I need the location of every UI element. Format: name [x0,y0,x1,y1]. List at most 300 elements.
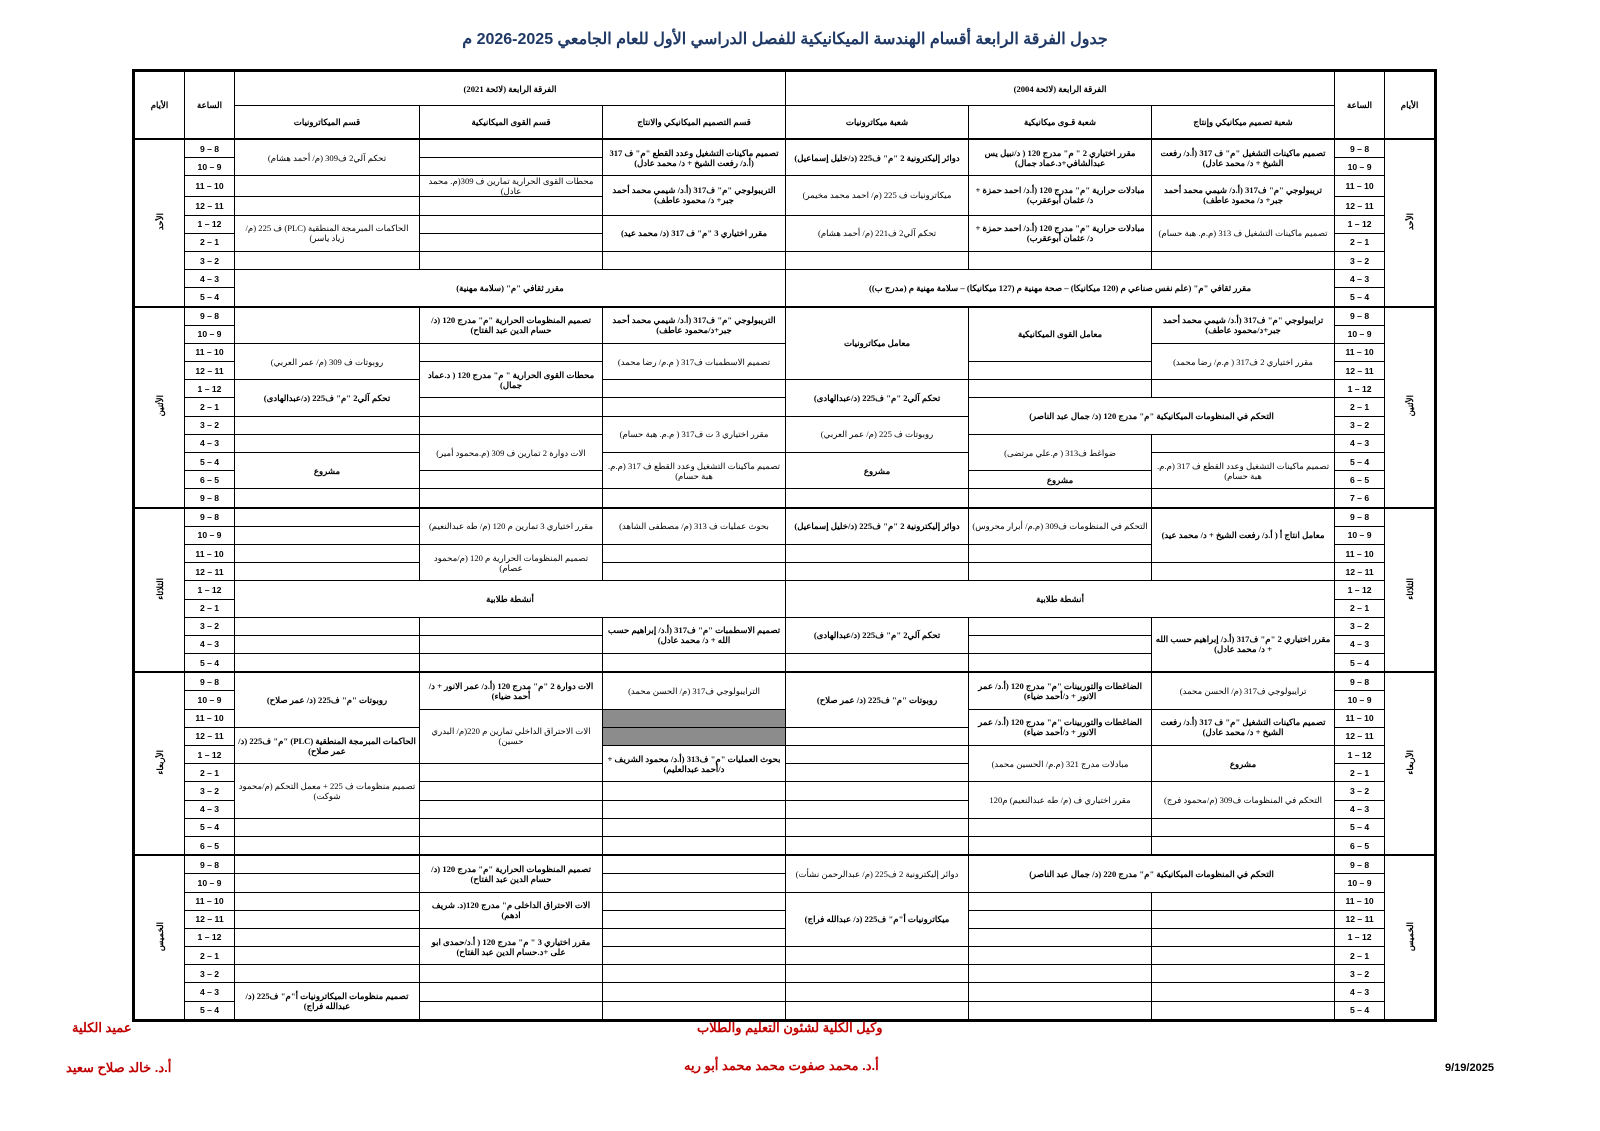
class-session: التريبولوجي "م" ف317 (أ.د/ شيمي محمد أحمد جبر+د/محمود عاطف) [603,307,786,344]
hour-slot-left: 12 – 1 [185,928,235,946]
hour-slot-right: 11 – 12 [1335,910,1385,928]
empty-slot [1152,892,1335,910]
empty-slot [1152,434,1335,452]
class-session: الات دوارة 2 تمارين ف 309 (م.محمود أمير) [420,434,603,470]
hour-slot-left: 3 – 4 [185,983,235,1001]
empty-slot [603,782,786,800]
hour-slot-left: 3 – 4 [185,434,235,452]
schedule-row [135,892,1435,910]
class-session: محطات القوى الحرارية تمارين ف 309(م. محمد عادل) [420,176,603,197]
hour-slot-right: 8 – 9 [1335,672,1385,691]
class-session: ميكاترونيات أ"م" ف225 (د/ عبدالله فراج) [786,892,969,947]
day-label-left [135,307,185,508]
empty-slot [969,892,1152,910]
class-session: تريبولوجي "م" ف317 (أ.د/ شيمي محمد أحمد جبر+ د/ محمود عاطف) [1152,176,1335,215]
empty-slot [1152,947,1335,965]
hour-slot-right: 2 – 3 [1335,782,1385,800]
class-session: الضاغطات والتوربينات "م" مدرج 120 (أ.د/ عمر الانور + د/أحمد ضياء) [969,709,1152,745]
hour-slot-left: 4 – 5 [185,288,235,307]
class-session: تصميم ماكينات التشغيل وعدد القطع ف 317 (م.م. هبة حسام) [1152,453,1335,489]
empty-slot [235,910,420,928]
empty-slot [603,855,786,874]
empty-slot [420,489,603,508]
day-name: الأربعاء [1404,750,1415,775]
empty-slot [969,910,1152,928]
hour-slot-left: 11 – 12 [185,727,235,745]
hour-slot-left: 12 – 1 [185,380,235,398]
empty-slot [969,1001,1152,1019]
class-session: تصميم الاسطمبات "م" ف317 (أ.د/ إبراهيم حسب الله + د/ محمد عادل) [603,617,786,653]
empty-slot [1152,818,1335,836]
empty-slot [420,233,603,251]
empty-slot [786,746,969,764]
hour-slot-left: 8 – 9 [185,508,235,527]
empty-slot [1152,380,1335,398]
schedule-row [135,489,1435,508]
empty-slot [420,836,603,855]
schedule-row [135,139,1435,158]
hour-slot-left: 11 – 12 [185,197,235,215]
hour-slot-left: 12 – 1 [185,746,235,764]
day-name: الأحد [1404,213,1415,231]
hour-slot-right: 10 – 11 [1335,892,1385,910]
hour-slot-right: 11 – 12 [1335,727,1385,745]
empty-slot [603,874,786,892]
hour-slot-right: 12 – 1 [1335,215,1385,233]
class-session: مقرر اختياري 3 تمارين م 120 (م/ طه عبدالنعيم) [420,508,603,545]
hour-slot-right: 2 – 3 [1335,965,1385,983]
hour-slot-left: 9 – 10 [185,874,235,892]
class-session: مقرر اختياري 2 " م" مدرج 120 ( د/نبيل يس عبدالشافي+د.عماد جمال) [969,139,1152,176]
class-session: روبوتات "م" ف225 (د/ عمر صلاح) [786,672,969,727]
empty-slot [969,818,1152,836]
group-header-2004: الفرقة الرابعة (لائحة 2004) [786,72,1335,106]
empty-slot [420,471,603,489]
vice-dean-name: أ.د. محمد صفوت محمد محمد أبو ريه [684,1058,879,1073]
empty-slot [235,617,420,635]
hour-slot-right: 4 – 5 [1335,818,1385,836]
hour-slot-right: 10 – 11 [1335,343,1385,361]
hour-slot-left: 8 – 9 [185,855,235,874]
empty-slot [786,563,969,581]
class-session: التحكم في المنظومات ف309 (م.م/ أبرار محروس) [969,508,1152,545]
empty-slot [786,544,969,562]
empty-slot [235,508,420,527]
hour-slot-right: 9 – 10 [1335,158,1385,176]
class-session: أنشطة طلابية [786,581,1335,617]
empty-slot [969,836,1152,855]
class-session: مقرر اختياري 3 "م" ف 317 (د/ محمد عيد) [603,215,786,251]
hours-header-right: الساعة [1335,72,1385,140]
hour-slot-right: 3 – 4 [1335,800,1385,818]
empty-slot [420,635,603,653]
class-session: الحاكمات المبرمجة المنطقية (PLC) ف 225 (م/ زياد ياسر) [235,215,420,251]
hour-slot-left: 4 – 5 [185,1001,235,1019]
empty-slot [603,818,786,836]
empty-slot [235,874,420,892]
empty-slot [235,654,420,673]
hour-slot-right: 10 – 11 [1335,176,1385,197]
hour-slot-right: 11 – 12 [1335,563,1385,581]
schedule-body [135,139,1435,1019]
empty-slot [786,782,969,800]
empty-slot [235,563,420,581]
hour-slot-left: 2 – 3 [185,617,235,635]
schedule-row [135,836,1435,855]
empty-slot [1152,965,1335,983]
class-session: مقرر اختياري 3 ت ف317 ( م.م. هبة حسام) [603,416,786,452]
empty-slot [603,563,786,581]
class-session: روبوتات "م" ف225 (د/ عمر صلاح) [235,672,420,727]
empty-slot [420,654,603,673]
hour-slot-right: 12 – 1 [1335,928,1385,946]
empty-slot [235,544,420,562]
schedule-row [135,508,1435,527]
class-session: الحاكمات المبرمجة المنطقية (PLC) "م" ف225 (د/ عمر صلاح) [235,727,420,763]
class-session: دوائر إليكترونية 2 "م" ف225 (د/خليل إسماعيل) [786,139,969,176]
empty-slot [603,489,786,508]
class-session: مبادلات حرارية "م" مدرج 120 (أ.د/ احمد حمزة + د/ عثمان أبوعقرب) [969,215,1152,251]
schedule-row [135,928,1435,946]
hour-slot-right: 2 – 3 [1335,617,1385,635]
empty-slot [1152,1001,1335,1019]
empty-slot [786,654,969,673]
day-name: الأحد [154,213,165,231]
class-session: مشروع [969,471,1152,489]
empty-slot [235,892,420,910]
class-session: تصميم ماكينات التشغيل وعدد القطع "م" ف 317 (أ.د/ رفعت الشيخ + د/ محمد عادل) [603,139,786,176]
class-session: تصميم ماكينات التشغيل "م" ف 317 (أ.د/ رفعت الشيخ + د/ محمد عادل) [1152,139,1335,176]
empty-slot [1152,836,1335,855]
empty-slot [420,158,603,176]
class-session: بحوث العمليات "م" ف313 (أ.د/ محمود الشريف + د/أحمد عبدالعليم) [603,746,786,782]
class-session: تحكم آلي2 ف309 (م/ أحمد هشام) [235,139,420,176]
hour-slot-right: 12 – 1 [1335,581,1385,599]
hour-slot-right: 1 – 2 [1335,398,1385,416]
empty-slot [235,526,420,544]
empty-slot [420,800,603,818]
hour-slot-right: 1 – 2 [1335,764,1385,782]
hour-slot-right: 8 – 9 [1335,139,1385,158]
hour-slot-left: 2 – 3 [185,782,235,800]
class-session: معامل انتاج أ ( أ.د/ رفعت الشيخ + د/ محمد عيد) [1152,508,1335,563]
hour-slot-right: 3 – 4 [1335,270,1385,288]
class-session: تحكم آلي2 "م" ف225 (د/عبدالهادى) [786,617,969,653]
empty-slot [969,544,1152,562]
schedule-row [135,617,1435,635]
empty-slot [603,836,786,855]
hour-slot-left: 1 – 2 [185,398,235,416]
day-name: الثلاثاء [154,578,165,600]
class-session: مبادلات حرارية "م" مدرج 120 (أ.د/ احمد حمزة + د/ عثمان أبوعقرب) [969,176,1152,215]
empty-slot [235,947,420,965]
hour-slot-left: 1 – 2 [185,233,235,251]
class-session: تصميم ماكينات التشغيل ف 313 (م.م. هبة حسام) [1152,215,1335,251]
hour-slot-right: 2 – 3 [1335,251,1385,269]
empty-slot [603,910,786,928]
hour-slot-left: 12 – 1 [185,215,235,233]
hour-slot-left: 3 – 4 [185,270,235,288]
day-label-right [1385,307,1435,508]
class-session: التحكم في المنظومات الميكانيكية "م" مدرج 120 (د/ جمال عبد الناصر) [969,398,1335,434]
class-session: تصميم ماكينات التشغيل وعدد القطع ف 317 (م.م. هبة حسام) [603,453,786,489]
empty-slot [603,251,786,269]
empty-slot [420,343,603,361]
empty-slot [969,362,1152,380]
schedule-row [135,581,1435,599]
empty-slot [420,764,603,782]
empty-slot [786,965,969,983]
empty-slot [786,764,969,782]
empty-slot [235,197,420,215]
class-session: مشروع [786,453,969,489]
schedule-row [135,453,1435,471]
class-session: معامل ميكاترونيات [786,307,969,380]
empty-slot [786,947,969,965]
empty-slot [969,635,1152,653]
vice-dean-title: وكيل الكلية لشئون التعليم والطلاب [697,1020,883,1035]
class-session: دوائر إليكترونية 2 ف225 (م/ عبدالرحمن نشأت) [786,855,969,892]
class-session: الترايبولوجي ف317 (م/ الحسن محمد) [603,672,786,709]
hour-slot-left: 2 – 3 [185,965,235,983]
hour-slot-left: 10 – 11 [185,892,235,910]
class-session: تحكم آلي2 "م" ف225 (د/عبدالهادى) [235,380,420,416]
hour-slot-right: 3 – 4 [1335,635,1385,653]
empty-slot [969,983,1152,1001]
hour-slot-left: 10 – 11 [185,343,235,361]
class-session: ترايبولوجي ف317 (م/ الحسن محمد) [1152,672,1335,709]
class-session: ضواغط ف313 ( م.علي مرتضى) [969,434,1152,470]
day-name: الخميس [154,921,165,951]
empty-slot [786,983,969,1001]
class-session: ترايبولوجي "م" ف317 (أ.د/ شيمي محمد أحمد جبر+د/محمود عاطف) [1152,307,1335,344]
class-session: مقرر اختياري 2 "م" ف317 (أ.د/ إبراهيم حسب الله + د/ محمد عادل) [1152,617,1335,672]
empty-slot [420,965,603,983]
empty-slot [969,563,1152,581]
empty-slot [420,251,603,269]
empty-slot [969,617,1152,635]
empty-slot [603,983,786,1001]
column-header: قسم الميكاترونيات [235,106,420,140]
hour-slot-right: 1 – 2 [1335,599,1385,617]
empty-slot [420,197,603,215]
empty-slot [235,635,420,653]
empty-slot [235,818,420,836]
hour-slot-left: 10 – 11 [185,544,235,562]
schedule-row [135,307,1435,326]
hour-slot-left: 3 – 4 [185,635,235,653]
empty-slot [786,489,969,508]
schedule-row [135,983,1435,1001]
class-session: تصميم المنظومات الحرارية "م" مدرج 120 (د/ حسام الدين عبد الفتاح) [420,307,603,344]
hour-slot-right: 2 – 3 [1335,416,1385,434]
class-session: تصميم المنظومات الحرارية "م" مدرج 120 (د/ حسام الدين عبد الفتاح) [420,855,603,892]
day-label-right [1385,855,1435,1019]
hour-slot-left: 10 – 11 [185,709,235,727]
column-header: شعبة تصميم ميكانيكي وإنتاج [1152,106,1335,140]
hour-slot-left: 5 – 6 [185,471,235,489]
schedule-row [135,251,1435,269]
schedule-row [135,270,1435,288]
empty-slot [235,836,420,855]
class-session: تصميم منظومات ف 225 + معمل التحكم (م/محمود شوكت) [235,764,420,819]
class-session: مقرر اختياري 2 ف317 ( م.م/ رضا محمد) [1152,343,1335,379]
schedule-row [135,855,1435,874]
empty-slot [420,1001,603,1019]
class-session: الات دوارة 2 "م" مدرج 120 (أ.د/ عمر الانور + د/أحمد ضياء) [420,672,603,709]
hour-slot-right: 9 – 10 [1335,691,1385,709]
schedule-row [135,965,1435,983]
hour-slot-left: 11 – 12 [185,910,235,928]
empty-slot [969,489,1152,508]
column-header: قسم التصميم الميكانيكي والانتاج [603,106,786,140]
schedule-row [135,563,1435,581]
empty-slot [235,855,420,874]
class-session: التحكم في المنظومات الميكانيكية "م" مدرج 220 (د/ جمال عبد الناصر) [969,855,1335,892]
empty-slot [603,1001,786,1019]
hour-slot-right: 4 – 5 [1335,1001,1385,1019]
hour-slot-left: 8 – 9 [185,489,235,508]
empty-slot [603,544,786,562]
hour-slot-right: 5 – 6 [1335,471,1385,489]
empty-slot [235,251,420,269]
empty-slot [1152,563,1335,581]
hour-slot-left: 2 – 3 [185,416,235,434]
hour-slot-left: 11 – 12 [185,362,235,380]
empty-slot [969,654,1152,673]
class-session: الضاغطات والتوربينات "م" مدرج 120 (أ.د/ عمر الانور + د/أحمد ضياء) [969,672,1152,709]
class-session: تصميم منظومات الميكاترونيات أ"م" ف225 (د/ عبدالله فراج) [235,983,420,1019]
empty-slot [786,1001,969,1019]
hour-slot-right: 10 – 11 [1335,544,1385,562]
schedule-row [135,947,1435,965]
class-session: مبادلات مدرج 321 (م.م/ الحسين محمد) [969,746,1152,782]
empty-slot [603,709,786,727]
day-name: الخميس [1404,921,1415,951]
schedule-row [135,380,1435,398]
column-header: شعبة قـوى ميكانيكية [969,106,1152,140]
hour-slot-right: 11 – 12 [1335,197,1385,215]
empty-slot [603,727,786,745]
hour-slot-left: 12 – 1 [185,581,235,599]
day-label-right [1385,139,1435,307]
empty-slot [786,836,969,855]
hour-slot-left: 9 – 10 [185,526,235,544]
day-label-right [1385,508,1435,673]
empty-slot [420,139,603,158]
hour-slot-left: 9 – 10 [185,325,235,343]
hour-slot-right: 4 – 5 [1335,288,1385,307]
hour-slot-right: 8 – 9 [1335,508,1385,527]
dean-name: أ.د. خالد صلاح سعيد [66,1060,172,1075]
class-session: مقرر ثقافي "م" (علم نفس صناعي م (120 ميكانيكا) – صحة مهنية م (127 ميكانيكا) – سلامة مهنية م (مدرج ب)) [786,270,1335,307]
class-session: بحوث عمليات ف 313 (م/ مصطفى الشاهد) [603,508,786,545]
hour-slot-left: 4 – 5 [185,453,235,471]
class-session: تصميم الاسطمبات ف317 ( م.م/ رضا محمد) [603,343,786,379]
empty-slot [969,965,1152,983]
empty-slot [1152,928,1335,946]
schedule-table [134,71,1435,1020]
hour-slot-right: 4 – 5 [1335,453,1385,471]
hour-slot-right: 9 – 10 [1335,325,1385,343]
schedule-row [135,215,1435,233]
empty-slot [235,307,420,344]
days-header-left: الأيام [135,72,185,140]
empty-slot [603,965,786,983]
hour-slot-right: 1 – 2 [1335,947,1385,965]
column-header: شعبة ميكاترونيات [786,106,969,140]
empty-slot [420,983,603,1001]
empty-slot [235,434,420,452]
class-session: ميكاترونيات ف 225 (م/ احمد محمد مخيمر) [786,176,969,215]
page-title: جدول الفرقة الرابعة أقسام الهندسة الميكانيكية للفصل الدراسي الأول للعام الجامعي 2025-2026 م [462,31,1108,48]
day-name: الثلاثاء [1404,578,1415,600]
hour-slot-left: 9 – 10 [185,158,235,176]
print-date: 9/19/2025 [1445,1062,1494,1074]
hour-slot-right: 3 – 4 [1335,983,1385,1001]
empty-slot [420,398,603,416]
empty-slot [235,416,420,434]
class-session: التريبولوجي "م" ف317 (أ.د/ شيمي محمد أحمد جبر+ د/ محمود عاطف) [603,176,786,215]
hour-slot-right: 3 – 4 [1335,434,1385,452]
hour-slot-left: 1 – 2 [185,764,235,782]
schedule-row [135,818,1435,836]
hour-slot-right: 1 – 2 [1335,233,1385,251]
hour-slot-left: 8 – 9 [185,672,235,691]
empty-slot [603,398,786,416]
empty-slot [420,617,603,635]
empty-slot [603,800,786,818]
class-session: محطات القوى الحرارية " م" مدرج 120 ( د.عماد جمال) [420,362,603,398]
empty-slot [969,380,1152,398]
class-session: دوائر إليكترونية 2 "م" ف225 (د/خليل إسماعيل) [786,508,969,545]
class-session: مقرر اختياري 3 " م" مدرج 120 ( أ.د/حمدى ابو على +د.حسام الدين عبد الفتاح) [420,928,603,964]
schedule-row [135,672,1435,691]
class-session: التحكم في المنظومات ف309 (م/محمود فرج) [1152,782,1335,818]
hour-slot-left: 4 – 5 [185,818,235,836]
empty-slot [786,251,969,269]
empty-slot [603,654,786,673]
empty-slot [1152,489,1335,508]
class-session: تصميم المنظومات الحرارية م 120 (م/محمود عصام) [420,544,603,580]
class-session: تصميم ماكينات التشغيل "م" ف 317 (أ.د/ رفعت الشيخ + د/ محمد عادل) [1152,709,1335,745]
empty-slot [420,782,603,800]
day-name: الأثنين [154,395,165,417]
hour-slot-left: 9 – 10 [185,691,235,709]
hour-slot-left: 8 – 9 [185,139,235,158]
group-header-2021: الفرقة الرابعة (لائحة 2021) [235,72,786,106]
empty-slot [420,818,603,836]
hour-slot-right: 10 – 11 [1335,709,1385,727]
empty-slot [235,176,420,197]
schedule-row [135,176,1435,197]
hour-slot-right: 9 – 10 [1335,874,1385,892]
hour-slot-right: 4 – 5 [1335,654,1385,673]
hour-slot-right: 6 – 7 [1335,489,1385,508]
empty-slot [235,489,420,508]
day-label-left [135,508,185,673]
empty-slot [235,928,420,946]
empty-slot [1152,251,1335,269]
class-session: معامل القوى الميكانيكية [969,307,1152,362]
hour-slot-left: 5 – 6 [185,836,235,855]
hour-slot-left: 4 – 5 [185,654,235,673]
empty-slot [603,892,786,910]
hour-slot-right: 5 – 6 [1335,836,1385,855]
hour-slot-left: 8 – 9 [185,307,235,326]
hour-slot-right: 8 – 9 [1335,307,1385,326]
empty-slot [420,215,603,233]
